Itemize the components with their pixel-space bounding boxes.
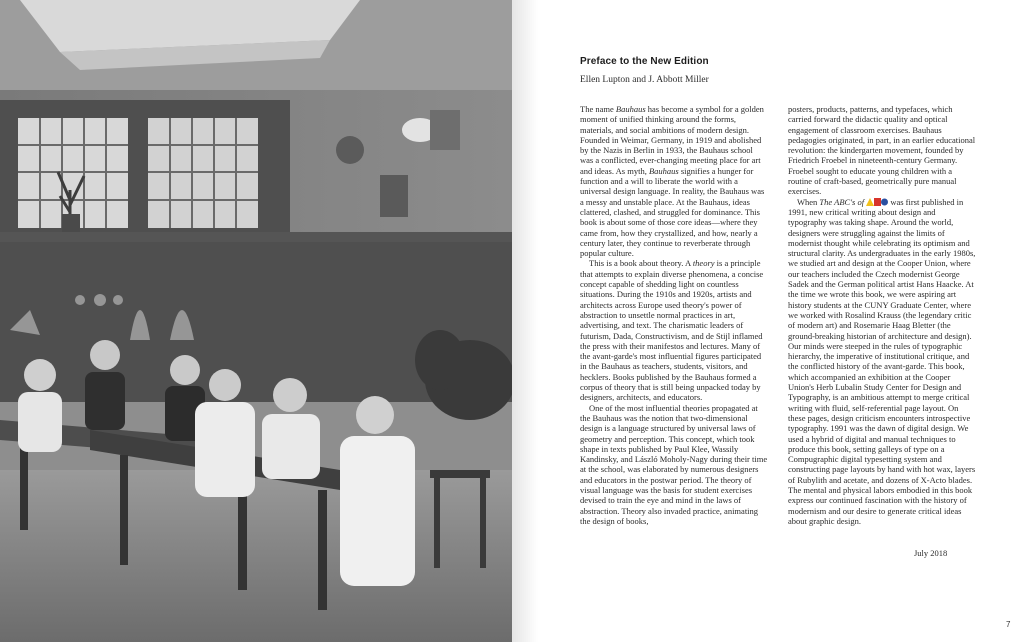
gutter-shadow	[512, 0, 538, 642]
page-number: 7	[1006, 620, 1011, 629]
paragraph: One of the most influential theories propagated at the Bauhaus was the notion that two-dimensional design is a language structured by universal laws of geometry and perception. This concept, which took shape in texts published by Paul Klee, Wassily Kandinsky, and László Moholy-Nagy during their time at the school, was elaborated by numerous designers and educators in the postwar period. The theory of visual language was the basis for student exercises devised to train the eye and mind in the laws of abstraction. Theory also invaded practice, animating the design of books,	[580, 402, 768, 526]
author-byline: Ellen Lupton and J. Abbott Miller	[580, 75, 709, 85]
text-page	[512, 0, 1024, 642]
dateline: July 2018	[914, 548, 948, 558]
triangle-square-circle-icon	[866, 198, 888, 206]
paragraph: This is a book about theory. A theory is a principle that attempts to explain diverse phenomena, a concise concept capable of shedding light on countless situations. During the 1910s and 1920s, artists and architects across Europe used theory's power of abstraction to unsettle normal practices in art, advertising, and text. The charismatic leaders of futurism, Dada, Constructivism, and de Stijl inflamed the press with their manifestos and lectures. Many of the avant-garde's most influential figures participated in the Bauhaus as teachers, students, visitors, and hecklers. Books published by the Bauhaus formed a corpus of theory that is still being unpacked today by designers, architects, and educators.	[580, 258, 764, 403]
preface-heading: Preface to the New Edition	[580, 56, 709, 67]
paragraph: posters, products, patterns, and typefaces, which carried forward the didactic quality and optical engagement of classroom exercises. Bauhaus pedagogies originated, in part, in an earlier educational revolution: the kindergarten movement, founded by Friedrich Froebel in nineteenth-century Germany. Froebel sought to educate young children with a routine of craft-based, geometrically pure manual exercises.	[788, 104, 976, 197]
text-column-left	[580, 104, 768, 526]
text-column-right	[788, 104, 976, 526]
paragraph: When The ABC's of was first published in 1991, new critical writing about design and typography was taking shape. Around the world, designers were struggling against the limits of modernist thought while celebrating its optimism and structural clarity. As undergraduates in the early 1980s, we studied art and design at the Cooper Union, where our teachers included the Czech modernist George Sadek and the German political artist Hans Haacke. At the time we wrote this book, we were aspiring art history students at the CUNY Graduate Center, where we worked with Rosalind Krauss (the legendary critic of modern art) and Rosemarie Haag Bletter (the ground-breaking historian of architecture and design). Our minds were steeped in the rules of typographic hierarchy, the imperative of institutional critique, and the conflicted history of the avant-garde. This book, which accompanied an exhibition at the Cooper Union's Herb Lubalin Study Center for Design and Typography, is an ambitious attempt to merge critical writing with fluid, self-referential page layout. On these pages, design criticism encounters introspective typography. 1991 was the dawn of digital design. We used a hybrid of digital and manual techniques to produce this book, setting galleys of type on a Compugraphic digital typesetting system and constructing page layouts by hand with hot wax, layers of Rubylith and acetate, and dozens of X-Acto blades. The mental and physical labors embodied in this book express our continued fascination with the history of modernism and our desire to generate critical ideas about graphic design.	[788, 196, 976, 526]
paragraph: The name Bauhaus has become a symbol for a golden moment of unified thinking around the forms, materials, and social ambitions of modern design. Founded in Weimar, Germany, in 1919 and abolished by the Nazis in Berlin in 1933, the Bauhaus school was a conflicted, ever-changing meeting place for art and ideas. As myth, Bauhaus signifies a hunger for function and a will to liberate the world with a universal design language. In reality, the Bauhaus was a messy and unstable place. At the Bauhaus, ideas clattered, clashed, and struggled for dominance. This book is about some of those core ideas—where they came from, how they crystallized, and how, nearly a century later, they continue to reverberate through popular culture.	[580, 104, 765, 259]
